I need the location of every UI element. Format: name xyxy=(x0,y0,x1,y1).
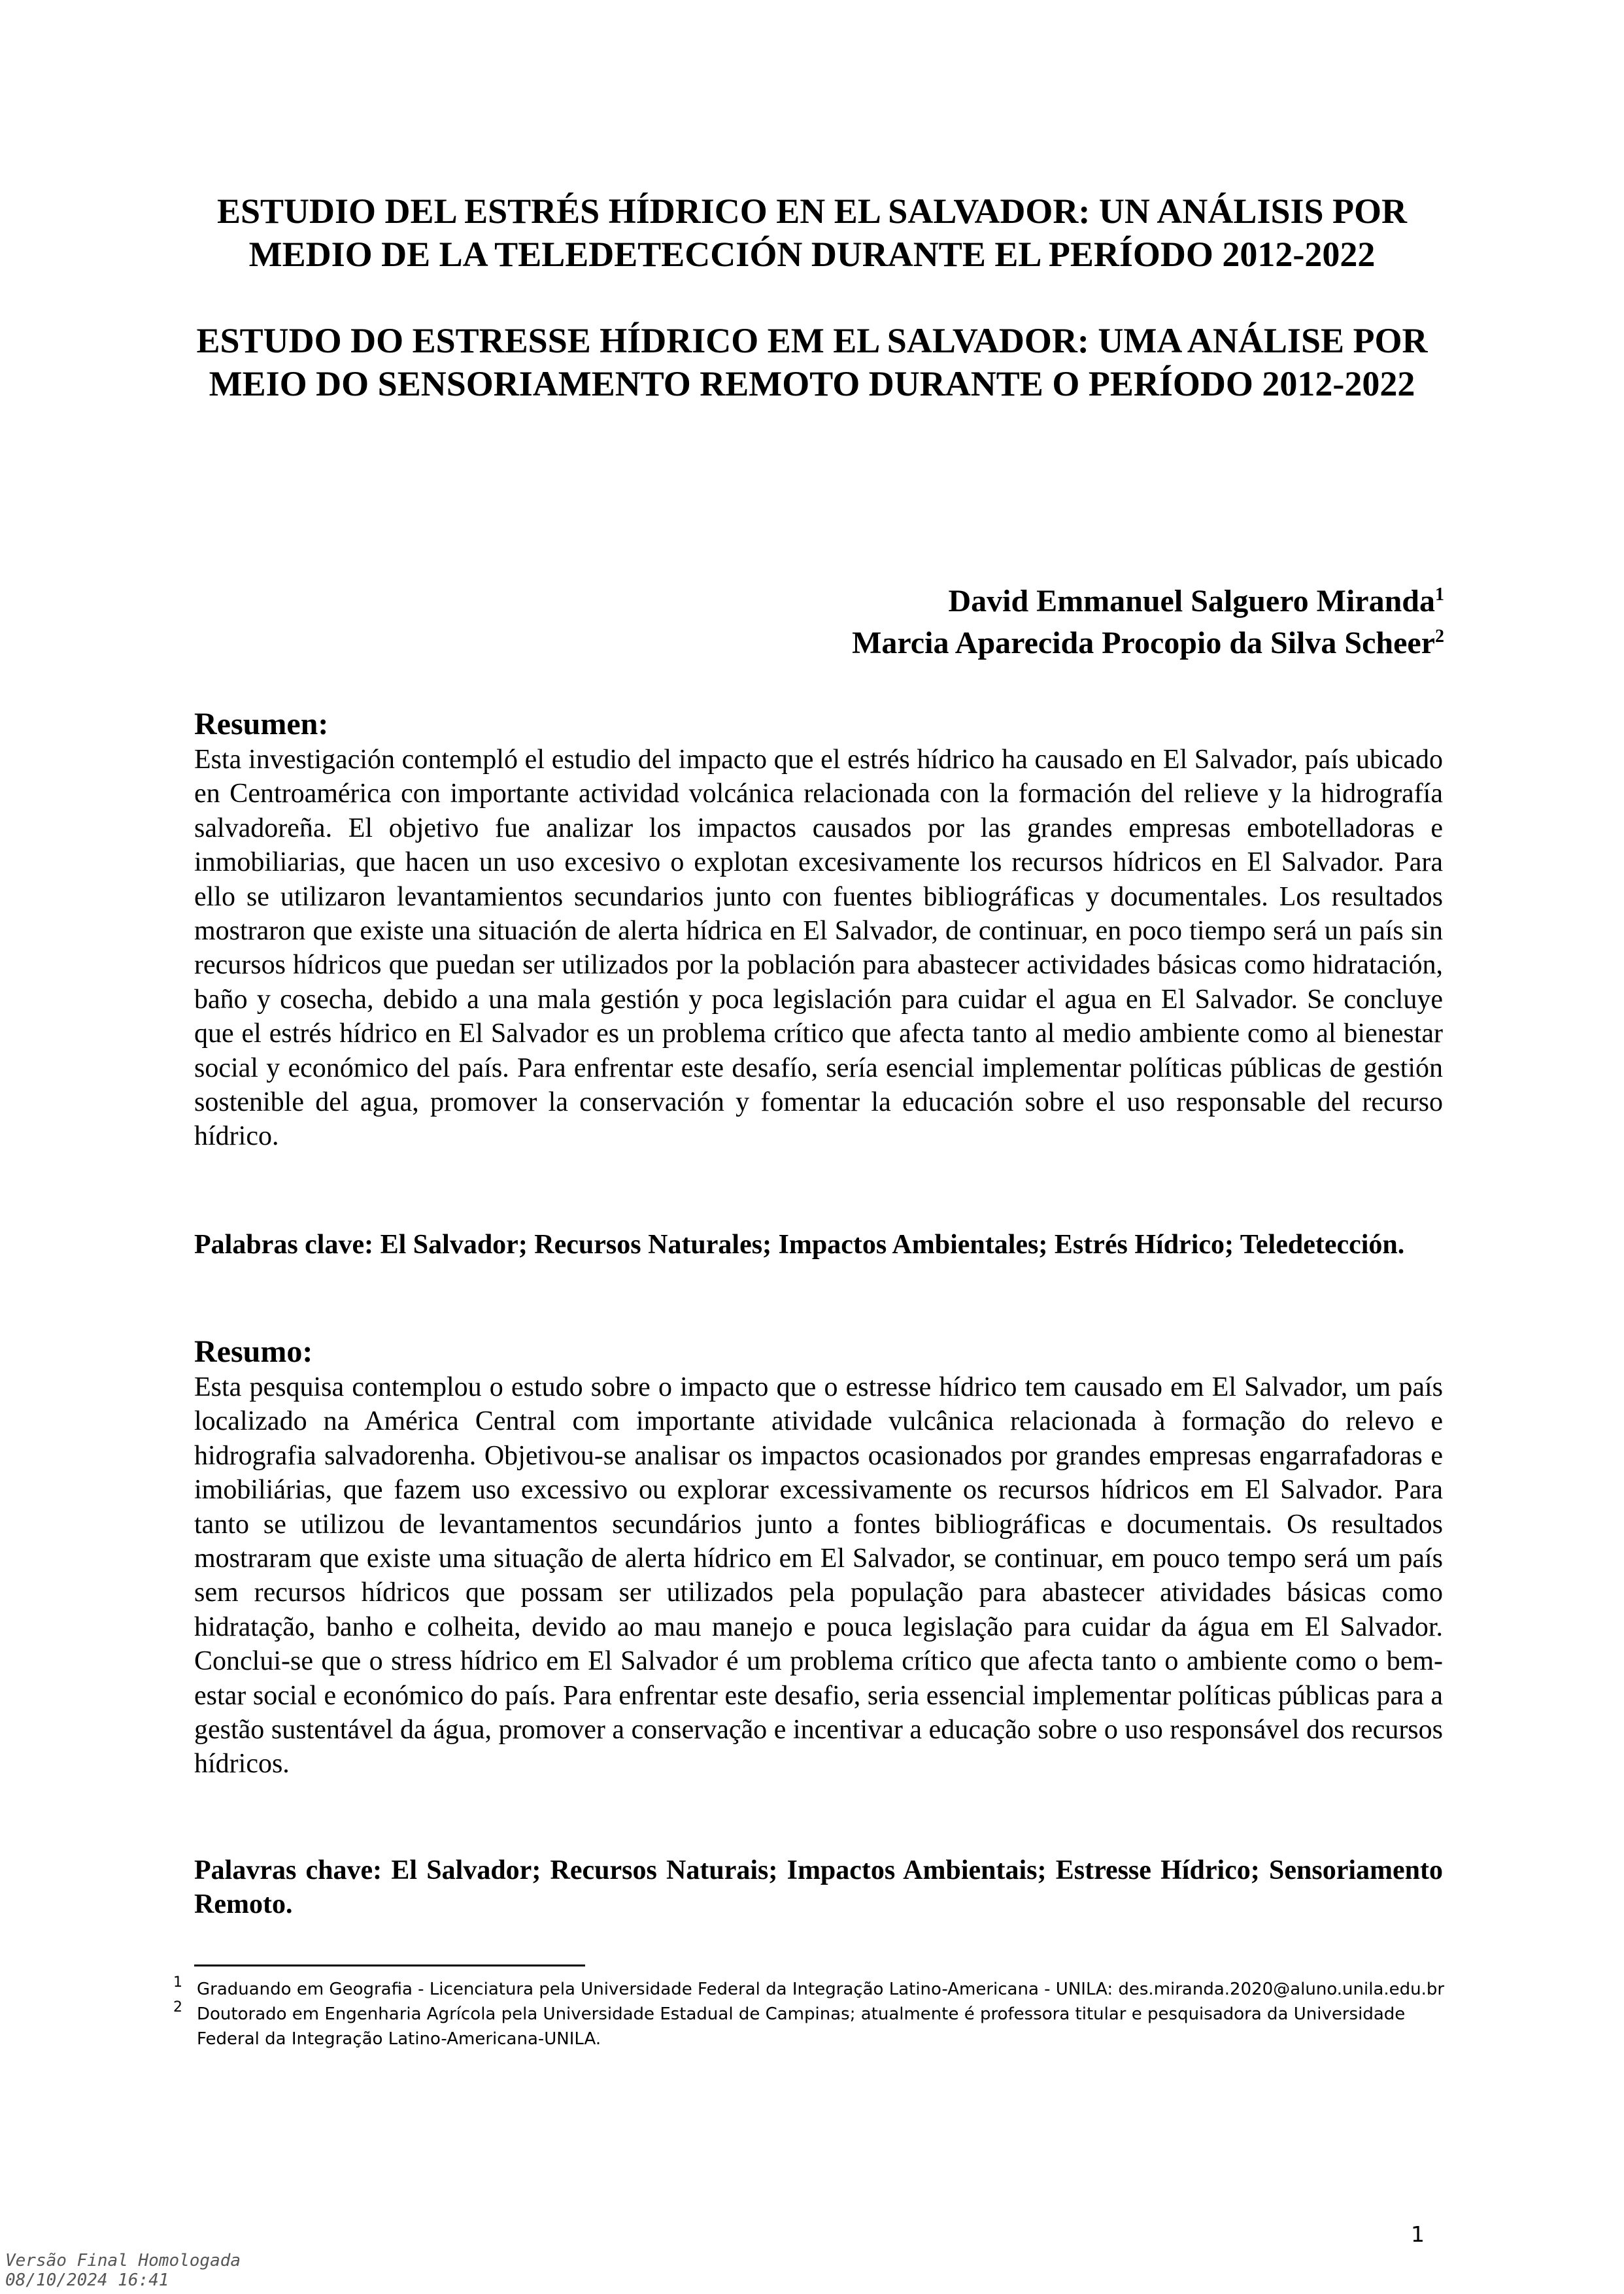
author-1-footnote-mark: 1 xyxy=(1435,584,1444,605)
version-stamp-label: Versão Final Homologada xyxy=(5,2251,241,2270)
author-1 xyxy=(852,581,1444,622)
resumen-section xyxy=(194,706,1443,1154)
version-stamp xyxy=(5,2251,241,2290)
author-2 xyxy=(852,622,1444,664)
page-number: 1 xyxy=(1411,2221,1425,2247)
title-spanish: ESTUDIO DEL ESTRÉS HÍDRICO EN EL SALVADOR: UN ANÁLISIS POR MEDIO DE LA TELEDETECCIÓN DURANTE EL PERÍODO 2012-2022 xyxy=(216,192,1408,274)
author-list xyxy=(852,581,1444,664)
resumo-section xyxy=(194,1334,1443,1781)
footnote-1-mark: 1 xyxy=(173,1974,182,1991)
resumo-text: Esta pesquisa contemplou o estudo sobre o impacto que o estresse hídrico tem causado em El Salvador, um país localizado na América Central com importante atividade vulcânica relacionada à formação do relevo e hidrografia salvadorenha. Objetivou-se analisar os impactos ocasionados por grandes empresas engarrafadoras e imobiliárias, que fazem uso excessivo ou explorar excessivamente os recursos hídricos em El Salvador. Para tanto se utilizou de levantamentos secundários junto a fontes bibliográficas e documentais. Os resultados mostraram que existe uma situação de alerta hídrico em El Salvador, se continuar, em pouco tempo será um país sem recursos hídricos que possam ser utilizados pela população para abastecer atividades básicas como hidratação, banho e colheita, devido ao mau manejo e pouca legislação para cuidar da água em El Salvador. Conclui-se que o stress hídrico em El Salvador é um problema crítico que afecta tanto o ambiente como o bem-estar social e económico do país. Para enfrentar este desafio, seria essencial implementar políticas públicas para a gestão sustentável da água, promover a conservação e incentivar a educação sobre o uso responsável dos recursos hídricos. xyxy=(194,1372,1443,1780)
footnote-2-mark: 2 xyxy=(173,1999,182,2016)
resumo-heading: Resumo: xyxy=(194,1334,313,1369)
resumen-heading: Resumen: xyxy=(194,707,329,741)
author-1-name: David Emmanuel Salguero Miranda xyxy=(948,584,1435,618)
author-2-name: Marcia Aparecida Procopio da Silva Scheer xyxy=(852,626,1435,660)
footnote-separator xyxy=(194,1965,585,1966)
footnotes xyxy=(173,1974,1455,2051)
footnote-2 xyxy=(173,1999,1455,2051)
footnote-2-text: Doutorado em Engenharia Agrícola pela Universidade Estadual de Campinas; atualmente é professora titular e pesquisadora da Universidade Federal da Integração Latino-Americana-UNILA. xyxy=(197,2004,1406,2049)
footnote-1 xyxy=(173,1974,1455,2002)
resumen-keywords: Palabras clave: El Salvador; Recursos Naturales; Impactos Ambientales; Estrés Hídrico; Teledetección. xyxy=(194,1230,1405,1260)
resumen-text: Esta investigación contempló el estudio del impacto que el estrés hídrico ha causado en El Salvador, país ubicado en Centroamérica con importante actividad volcánica relacionada con la formación del relieve y la hidrografía salvadoreña. El objetivo fue analizar los impactos causados por las grandes empresas embotelladoras e inmobiliarias, que hacen un uso excesivo o explotan excesivamente los recursos hídricos en El Salvador. Para ello se utilizaron levantamientos secundarios junto con fuentes bibliográficas y documentales. Los resultados mostraron que existe una situación de alerta hídrica en El Salvador, de continuar, en poco tiempo será un país sin recursos hídricos que puedan ser utilizados por la población para abastecer actividades básicas como hidratación, baño y cosecha, debido a una mala gestión y poca legislación para cuidar el agua en El Salvador. Se concluye que el estrés hídrico en El Salvador es un problema crítico que afecta tanto al medio ambiente como al bienestar social y económico del país. Para enfrentar este desafío, sería esencial implementar políticas públicas de gestión sostenible del agua, promover la conservación y fomentar la educación sobre el uso responsable del recurso hídrico. xyxy=(194,745,1443,1152)
title-portuguese: ESTUDO DO ESTRESSE HÍDRICO EM EL SALVADOR: UMA ANÁLISE POR MEIO DO SENSORIAMENTO REMOTO DURANTE O PERÍODO 2012-2022 xyxy=(196,321,1428,403)
resumo-keywords: Palavras chave: El Salvador; Recursos Naturais; Impactos Ambientais; Estresse Hídrico; Sensoriamento Remoto. xyxy=(194,1855,1443,1920)
author-2-footnote-mark: 2 xyxy=(1435,626,1444,647)
title-block xyxy=(170,190,1454,405)
version-stamp-date: 08/10/2024 16:41 xyxy=(5,2270,169,2290)
footnote-1-text: Graduando em Geografia - Licenciatura pela Universidade Federal da Integração Latino-Americana - UNILA: des.miranda.2020@aluno.unila.edu.br xyxy=(197,1980,1445,1999)
